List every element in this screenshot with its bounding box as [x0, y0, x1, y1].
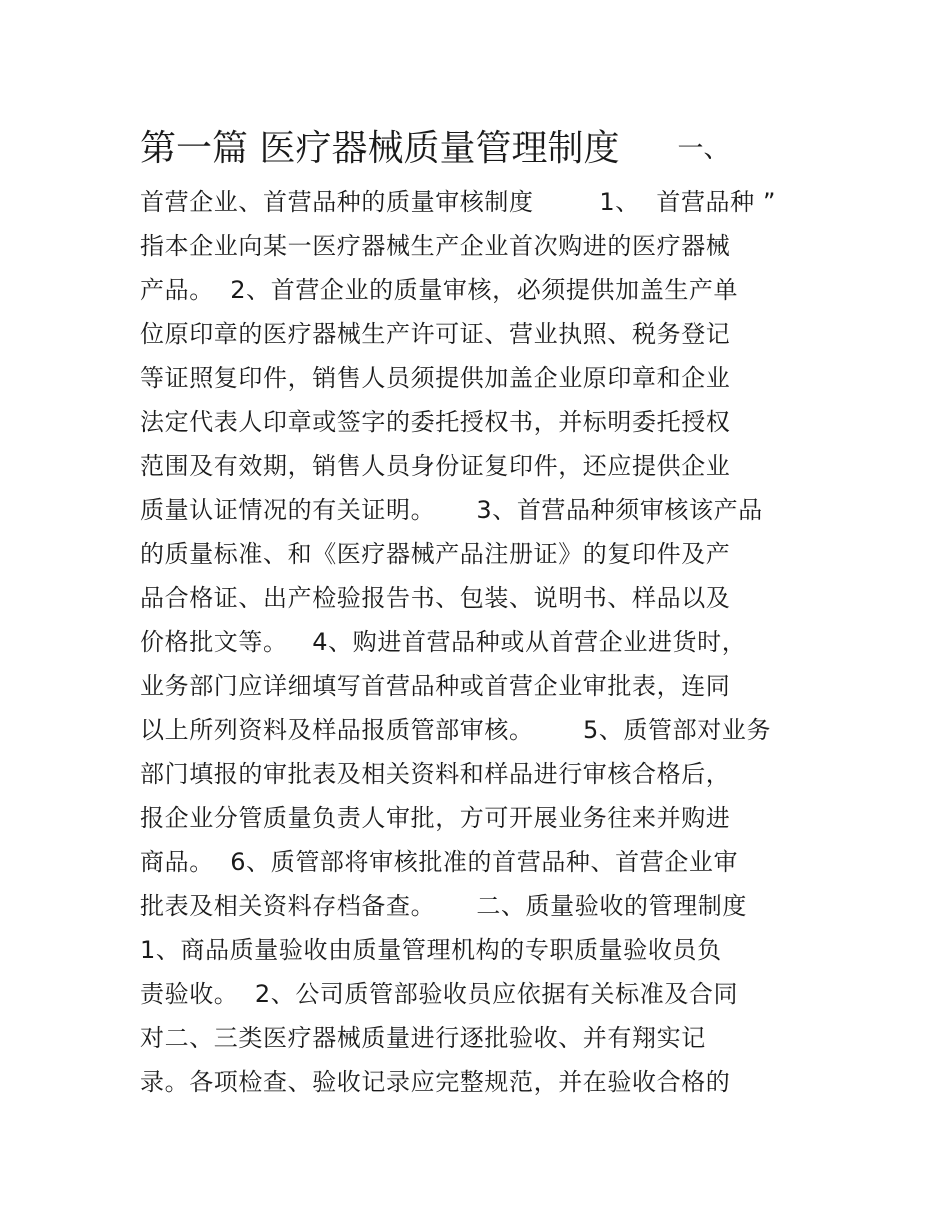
body-line: 价格批文等。 4、购进首营品种或从首营企业进货时， [140, 628, 747, 656]
body-line: 对二、三类医疗器械质量进行逐批验收、并有翔实记 [140, 1024, 706, 1052]
body-line: 业务部门应详细填写首营品种或首营企业审批表，连同 [140, 672, 731, 700]
body-line: 位原印章的医疗器械生产许可证、营业执照、税务登记 [140, 320, 731, 348]
body-line: 1、商品质量验收由质量管理机构的专职质量验收员负 [140, 936, 722, 964]
section-number: 一、 [677, 134, 730, 164]
body-line: 报企业分管质量负责人审批，方可开展业务往来并购进 [140, 804, 731, 832]
body-line: 法定代表人印章或签字的委托授权书，并标明委托授权 [140, 408, 731, 436]
body-line: 指本企业向某一医疗器械生产企业首次购进的医疗器械 [140, 232, 731, 260]
body-line: 录。各项检查、验收记录应完整规范，并在验收合格的 [140, 1068, 731, 1096]
body-line: 质量认证情况的有关证明。 3、首营品种须审核该产品 [140, 496, 763, 524]
body-line: 产品。 2、首营企业的质量审核，必须提供加盖生产单 [140, 276, 739, 304]
body-line: 批表及相关资料存档备查。 二、质量验收的管理制度 [140, 892, 747, 920]
document-body [140, 118, 800, 1104]
body-line: 品合格证、出产检验报告书、包装、说明书、样品以及 [140, 584, 731, 612]
body-line: 商品。 6、质管部将审核批准的首营品种、首营企业审 [140, 848, 739, 876]
body-line: 范围及有效期，销售人员身份证复印件，还应提供企业 [140, 452, 731, 480]
document-title [140, 118, 800, 180]
body-line: 的质量标准、和《医疗器械产品注册证》的复印件及产 [140, 540, 731, 568]
body-line: 首营企业、首营品种的质量审核制度 1、 首营品种 ” [140, 188, 777, 216]
body-line: 以上所列资料及样品报质管部审核。 5、质管部对业务 [140, 716, 772, 744]
body-line: 责验收。 2、公司质管部验收员应依据有关标准及合同 [140, 980, 739, 1008]
body-line: 部门填报的审批表及相关资料和样品进行审核合格后， [140, 760, 731, 788]
document-title-text: 第一篇 医疗器械质量管理制度 [140, 128, 620, 169]
body-line: 等证照复印件，销售人员须提供加盖企业原印章和企业 [140, 364, 731, 392]
